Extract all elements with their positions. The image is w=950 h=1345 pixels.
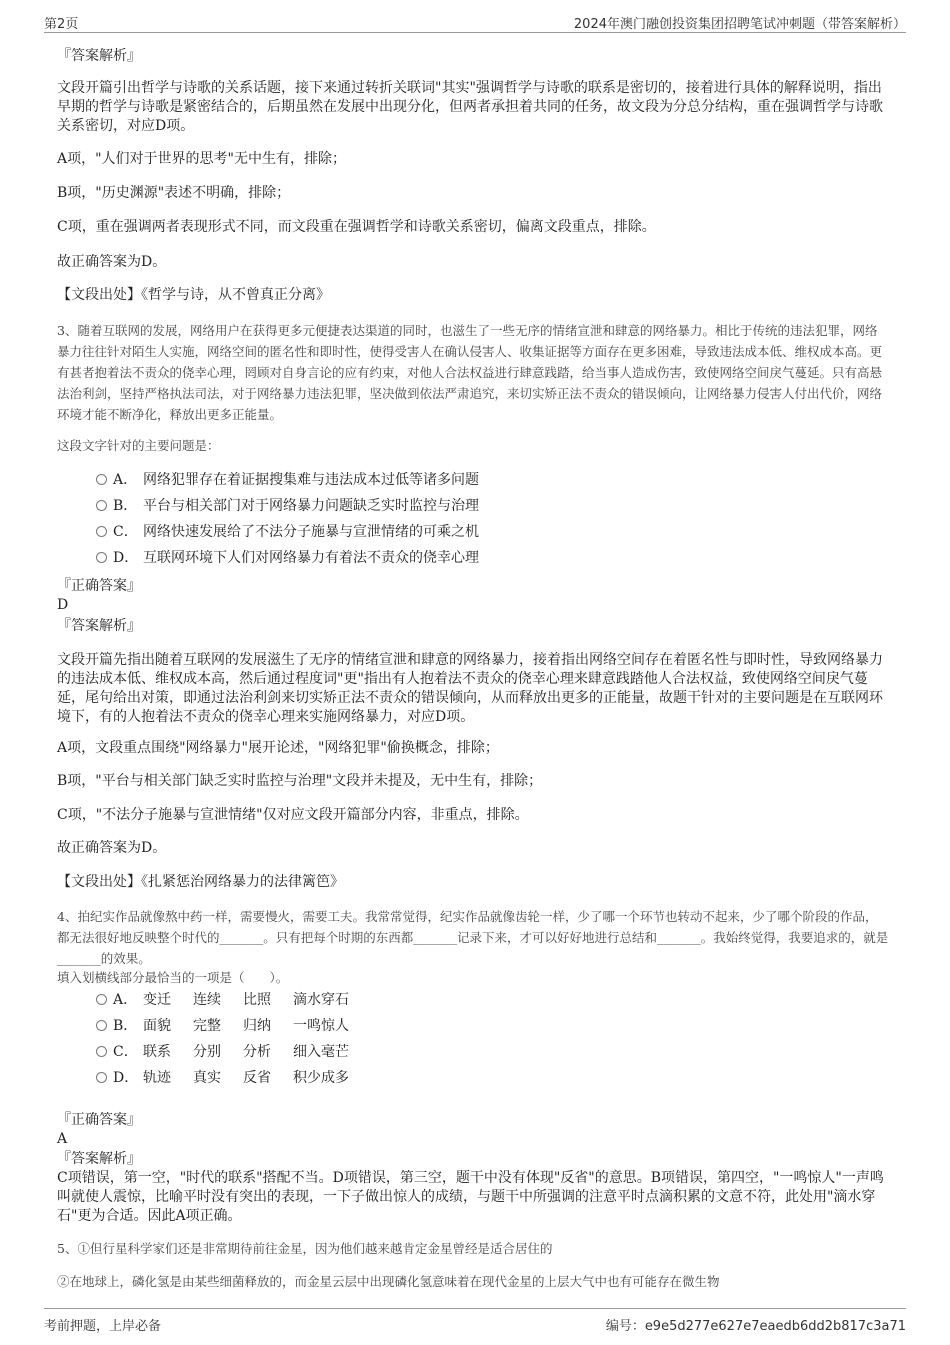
document-title: 2024年澳门融创投资集团招聘笔试冲刺题（带答案解析） <box>573 17 906 32</box>
q4-option-a[interactable]: A． 变迁 连续 比照 滴水穿石 <box>96 988 371 1012</box>
q2-option-c-note: C项，重在强调两者表现形式不同，而文段重在强调哲学和诗歌关系密切，偏离文段重点，排除。 <box>57 219 656 235</box>
q3-passage: 3、随着互联网的发展，网络用户在获得更多元便捷表达渠道的同时，也滋生了一些无序的情绪宣泄和肆意的网络暴力。相比于传统的违法犯罪，网络暴力往往针对陌生人实施，网络空间的匿名性和即时性，使得受害人在确认侵害人、收集证据等方面存在更多困难，导致违法成本低、维权成本高。更有甚者抱着法不责众的侥幸心理，罔顾对自身言论的应有约束，对他人合法权益进行肆意践踏，给当事人造成伤害，致使网络空间戾气蔓延。只有高悬法治利剑，坚持严格执法司法，对于网络暴力违法犯罪，坚决做到依法严肃追究，来切实矫正法不责众的错误倾向，让网络暴力侵害人付出代价，网络环境才能不断净化，释放出更多正能量。 <box>57 323 883 422</box>
q4-option-d[interactable]: D． 轨迹 真实 反省 积少成多 <box>96 1066 371 1090</box>
radio-icon[interactable] <box>96 1072 107 1083</box>
q4-passage: 4、拍纪实作品就像熬中药一样，需要慢火，需要工夫。我常常觉得，纪实作品就像齿轮一样，少了哪一个环节也转动不起来，少了哪个阶段的作品，都无法很好地反映整个时代的_______。只有把每个时期的东西都_______记录下来，才可以好好地进行总结和_______。我始终觉得，我要追求的，就是_______的效果。 <box>57 909 889 966</box>
q3-option-c-note: C项，"不法分子施暴与宣泄情绪"仅对应文段开篇部分内容，非重点，排除。 <box>57 807 529 823</box>
q3-option-d[interactable]: D． 互联网环境下人们对网络暴力有着法不责众的侥幸心理 <box>96 546 479 570</box>
q5-line-2: ②在地球上，磷化氢是由某些细菌释放的，而金星云层中出现磷化氢意味着在现代金星的上层大气中也有可能存在微生物 <box>57 1274 720 1289</box>
q2-option-a-note: A项，"人们对于世界的思考"无中生有，排除； <box>57 151 346 167</box>
q4-option-b[interactable]: B． 面貌 完整 归纳 一鸣惊人 <box>96 1014 371 1038</box>
q3-option-b-note: B项，"平台与相关部门缺乏实时监控与治理"文段并未提及，无中生有，排除； <box>57 773 543 789</box>
radio-icon[interactable] <box>96 474 107 485</box>
radio-icon[interactable] <box>96 994 107 1005</box>
q3-analysis: 文段开篇先指出随着互联网的发展滋生了无序的情绪宣泄和肆意的网络暴力，接着指出网络空间存在着匿名性与即时性，导致网络暴力的违法成本低、维权成本高，然后通过程度词"更"指出有人抱着法不责众的侥幸心理来肆意践踏他人合法权益，致使网络空间戾气蔓延，尾句给出对策，即通过法治利剑来切实矫正法不责众的错误倾向，从而释放出更多的正能量，故题干针对的主要问题是在互联网环境下，有的人抱着法不责众的侥幸心理来实施网络暴力，对应D项。 <box>57 652 883 725</box>
q2-source: 【文段出处】《哲学与诗，从不曾真正分离》 <box>57 287 330 303</box>
q2-analysis-label: 『答案解析』 <box>57 48 141 64</box>
q3-conclusion: 故正确答案为D。 <box>57 840 167 856</box>
q2-analysis: 文段开篇引出哲学与诗歌的关系话题，接下来通过转折关联词"其实"强调哲学与诗歌的联系是密切的，接着进行具体的解释说明，指出早期的哲学与诗歌是紧密结合的，后期虽然在发展中出现分化，但两者承担着共同的任务，故文段为分总分结构，重在强调哲学与诗歌关系密切，对应D项。 <box>57 80 883 134</box>
radio-icon[interactable] <box>96 1020 107 1031</box>
q3-source: 【文段出处】《扎紧惩治网络暴力的法律篱笆》 <box>57 874 344 890</box>
q4-answer-label: 『正确答案』 <box>57 1112 141 1128</box>
radio-icon[interactable] <box>96 526 107 537</box>
radio-icon[interactable] <box>96 500 107 511</box>
q2-conclusion: 故正确答案为D。 <box>57 254 167 270</box>
q4-option-c[interactable]: C． 联系 分别 分析 细入毫芒 <box>96 1040 371 1064</box>
q4-question: 填入划横线部分最恰当的一项是（ ）。 <box>57 970 289 985</box>
q3-analysis-label: 『答案解析』 <box>57 618 141 634</box>
q3-option-b[interactable]: B． 平台与相关部门对于网络暴力问题缺乏实时监控与治理 <box>96 494 479 518</box>
footer-slogan: 考前押题，上岸必备 <box>44 1319 162 1334</box>
q3-answer: D <box>57 597 69 613</box>
q4-answer: A <box>57 1131 68 1147</box>
q3-option-c[interactable]: C． 网络快速发展给了不法分子施暴与宣泄情绪的可乘之机 <box>96 520 479 544</box>
page-footer <box>44 1308 906 1333</box>
document-code: 编号：e9e5d277e627e7eaedb6dd2b817c3a71 <box>605 1319 906 1334</box>
q2-option-b-note: B项，"历史渊源"表述不明确，排除； <box>57 185 291 201</box>
q3-option-a-note: A项，文段重点围绕"网络暴力"展开论述，"网络犯罪"偷换概念，排除； <box>57 740 499 756</box>
q3-question: 这段文字针对的主要问题是： <box>57 438 220 453</box>
page-number: 第2页 <box>44 17 79 32</box>
q3-option-a[interactable]: A． 网络犯罪存在着证据搜集难与违法成本过低等诸多问题 <box>96 468 479 492</box>
q4-analysis: C项错误，第一空，"时代的联系"搭配不当。D项错误，第三空，题干中没有体现"反省"的意思。B项错误，第四空，"一鸣惊人"一声鸣叫就使人震惊，比喻平时没有突出的表现，一下子做出惊人的成绩，与题干中所强调的注意平时点滴积累的文意不符，此处用"滴水穿石"更为合适。因此A项正确。 <box>57 1170 884 1224</box>
q4-analysis-label: 『答案解析』 <box>57 1151 141 1167</box>
page-header <box>44 10 906 33</box>
q3-answer-label: 『正确答案』 <box>57 578 141 594</box>
q5-line-1: 5、①但行星科学家们还是非常期待前往金星，因为他们越来越肯定金星曾经是适合居住的 <box>57 1241 553 1256</box>
radio-icon[interactable] <box>96 552 107 563</box>
radio-icon[interactable] <box>96 1046 107 1057</box>
